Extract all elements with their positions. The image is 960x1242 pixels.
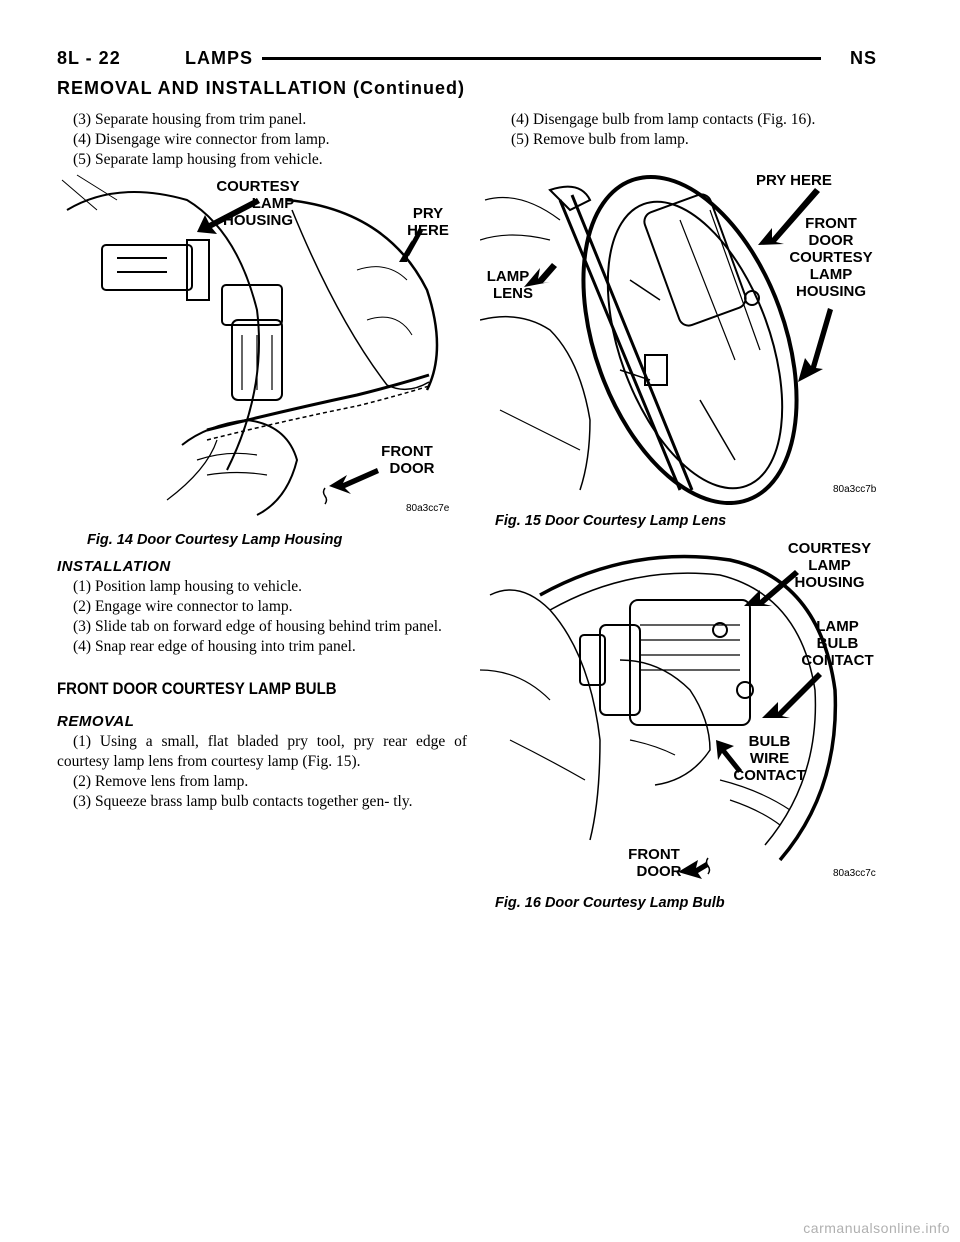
label-line: HOUSING xyxy=(795,283,866,300)
label-line: FRONT xyxy=(628,846,680,863)
label-line: CONTACT xyxy=(801,652,874,669)
step: (3) Separate housing from trim panel. xyxy=(73,111,307,128)
label-line: LENS xyxy=(492,285,533,302)
fig15-illustration xyxy=(480,160,900,505)
label-line: DOOR xyxy=(636,863,682,880)
page-header xyxy=(57,44,877,70)
watermark: carmanualsonline.info xyxy=(803,1220,950,1236)
vehicle-code: NS xyxy=(849,48,877,68)
fig16-label-lamp-bulb-contact xyxy=(795,618,880,669)
fig16-code: 80a3cc7c xyxy=(833,868,876,879)
section-name: LAMPS xyxy=(185,48,253,68)
fig14-label-front-door xyxy=(372,443,442,477)
fig14-code: 80a3cc7e xyxy=(406,503,450,514)
label-line: DOOR xyxy=(808,232,854,249)
label-line: LAMP xyxy=(251,195,295,212)
label-line: BULB xyxy=(748,733,791,750)
header-rule xyxy=(262,57,821,60)
label-line: FRONT xyxy=(381,443,433,460)
fig15-label-front-door-courtesy-lamp-housing xyxy=(776,215,886,300)
fig15-caption: Fig. 15 Door Courtesy Lamp Lens xyxy=(495,513,727,529)
label-line: CONTACT xyxy=(733,767,806,784)
label-line: HOUSING xyxy=(222,212,293,229)
fig16-label-bulb-wire-contact xyxy=(727,733,812,784)
label-line: LAMP xyxy=(808,557,851,574)
label-line: WIRE xyxy=(749,750,790,767)
step: (4) Disengage wire connector from lamp. xyxy=(73,131,330,148)
fig16-caption: Fig. 16 Door Courtesy Lamp Bulb xyxy=(495,895,725,911)
step: (1) Using a small, flat bladed pry tool, pry rear edge of courtesy lamp lens from courtesy lamp (Fig. 15). xyxy=(57,733,467,770)
label-line: COURTESY xyxy=(789,249,873,266)
step: (4) Snap rear edge of housing into trim panel. xyxy=(73,638,356,655)
step: (1) Position lamp housing to vehicle. xyxy=(73,578,303,595)
step: (3) Slide tab on forward edge of housing behind trim panel. xyxy=(73,618,442,635)
step: (5) Separate lamp housing from vehicle. xyxy=(73,151,323,168)
fig15-label-pry-here: PRY HERE xyxy=(756,172,832,189)
fig15-code: 80a3cc7b xyxy=(833,484,877,495)
label-line: LAMP xyxy=(486,268,530,285)
removal-heading: REMOVAL xyxy=(57,713,135,730)
right-top-steps xyxy=(495,110,905,150)
step: (4) Disengage bulb from lamp contacts (Fig. 16). xyxy=(511,111,816,128)
label-line: DOOR xyxy=(389,460,435,477)
step: (5) Remove bulb from lamp. xyxy=(511,131,689,148)
step: (2) Remove lens from lamp. xyxy=(73,773,249,790)
fig14-label-courtesy-lamp-housing xyxy=(198,178,318,229)
left-lower-text xyxy=(57,557,467,812)
fig16-label-front-door xyxy=(620,846,688,880)
label-line: HOUSING xyxy=(794,574,865,591)
step: (3) Squeeze brass lamp bulb contacts together gen- tly. xyxy=(73,793,413,810)
label-line: BULB xyxy=(816,635,859,652)
label-line: LAMP xyxy=(816,618,859,635)
continued-heading: REMOVAL AND INSTALLATION (Continued) xyxy=(57,78,465,98)
step: (2) Engage wire connector to lamp. xyxy=(73,598,293,615)
label-line: COURTESY xyxy=(216,178,300,195)
fig16-illustration xyxy=(480,540,900,885)
label-line: PRY xyxy=(412,205,444,222)
label-line: FRONT xyxy=(805,215,857,232)
label-line: LAMP xyxy=(809,266,853,283)
fig14-label-pry-here xyxy=(398,205,458,239)
installation-heading: INSTALLATION xyxy=(57,558,171,575)
fig14-caption: Fig. 14 Door Courtesy Lamp Housing xyxy=(87,532,343,548)
bulb-section-title: FRONT DOOR COURTESY LAMP BULB xyxy=(57,679,337,698)
left-top-steps xyxy=(57,110,467,170)
fig15-label-lamp-lens xyxy=(478,268,538,302)
page-number: 8L - 22 xyxy=(57,48,121,68)
label-line: HERE xyxy=(407,222,449,239)
fig16-label-courtesy-lamp-housing xyxy=(782,540,877,591)
label-line: COURTESY xyxy=(787,540,872,557)
